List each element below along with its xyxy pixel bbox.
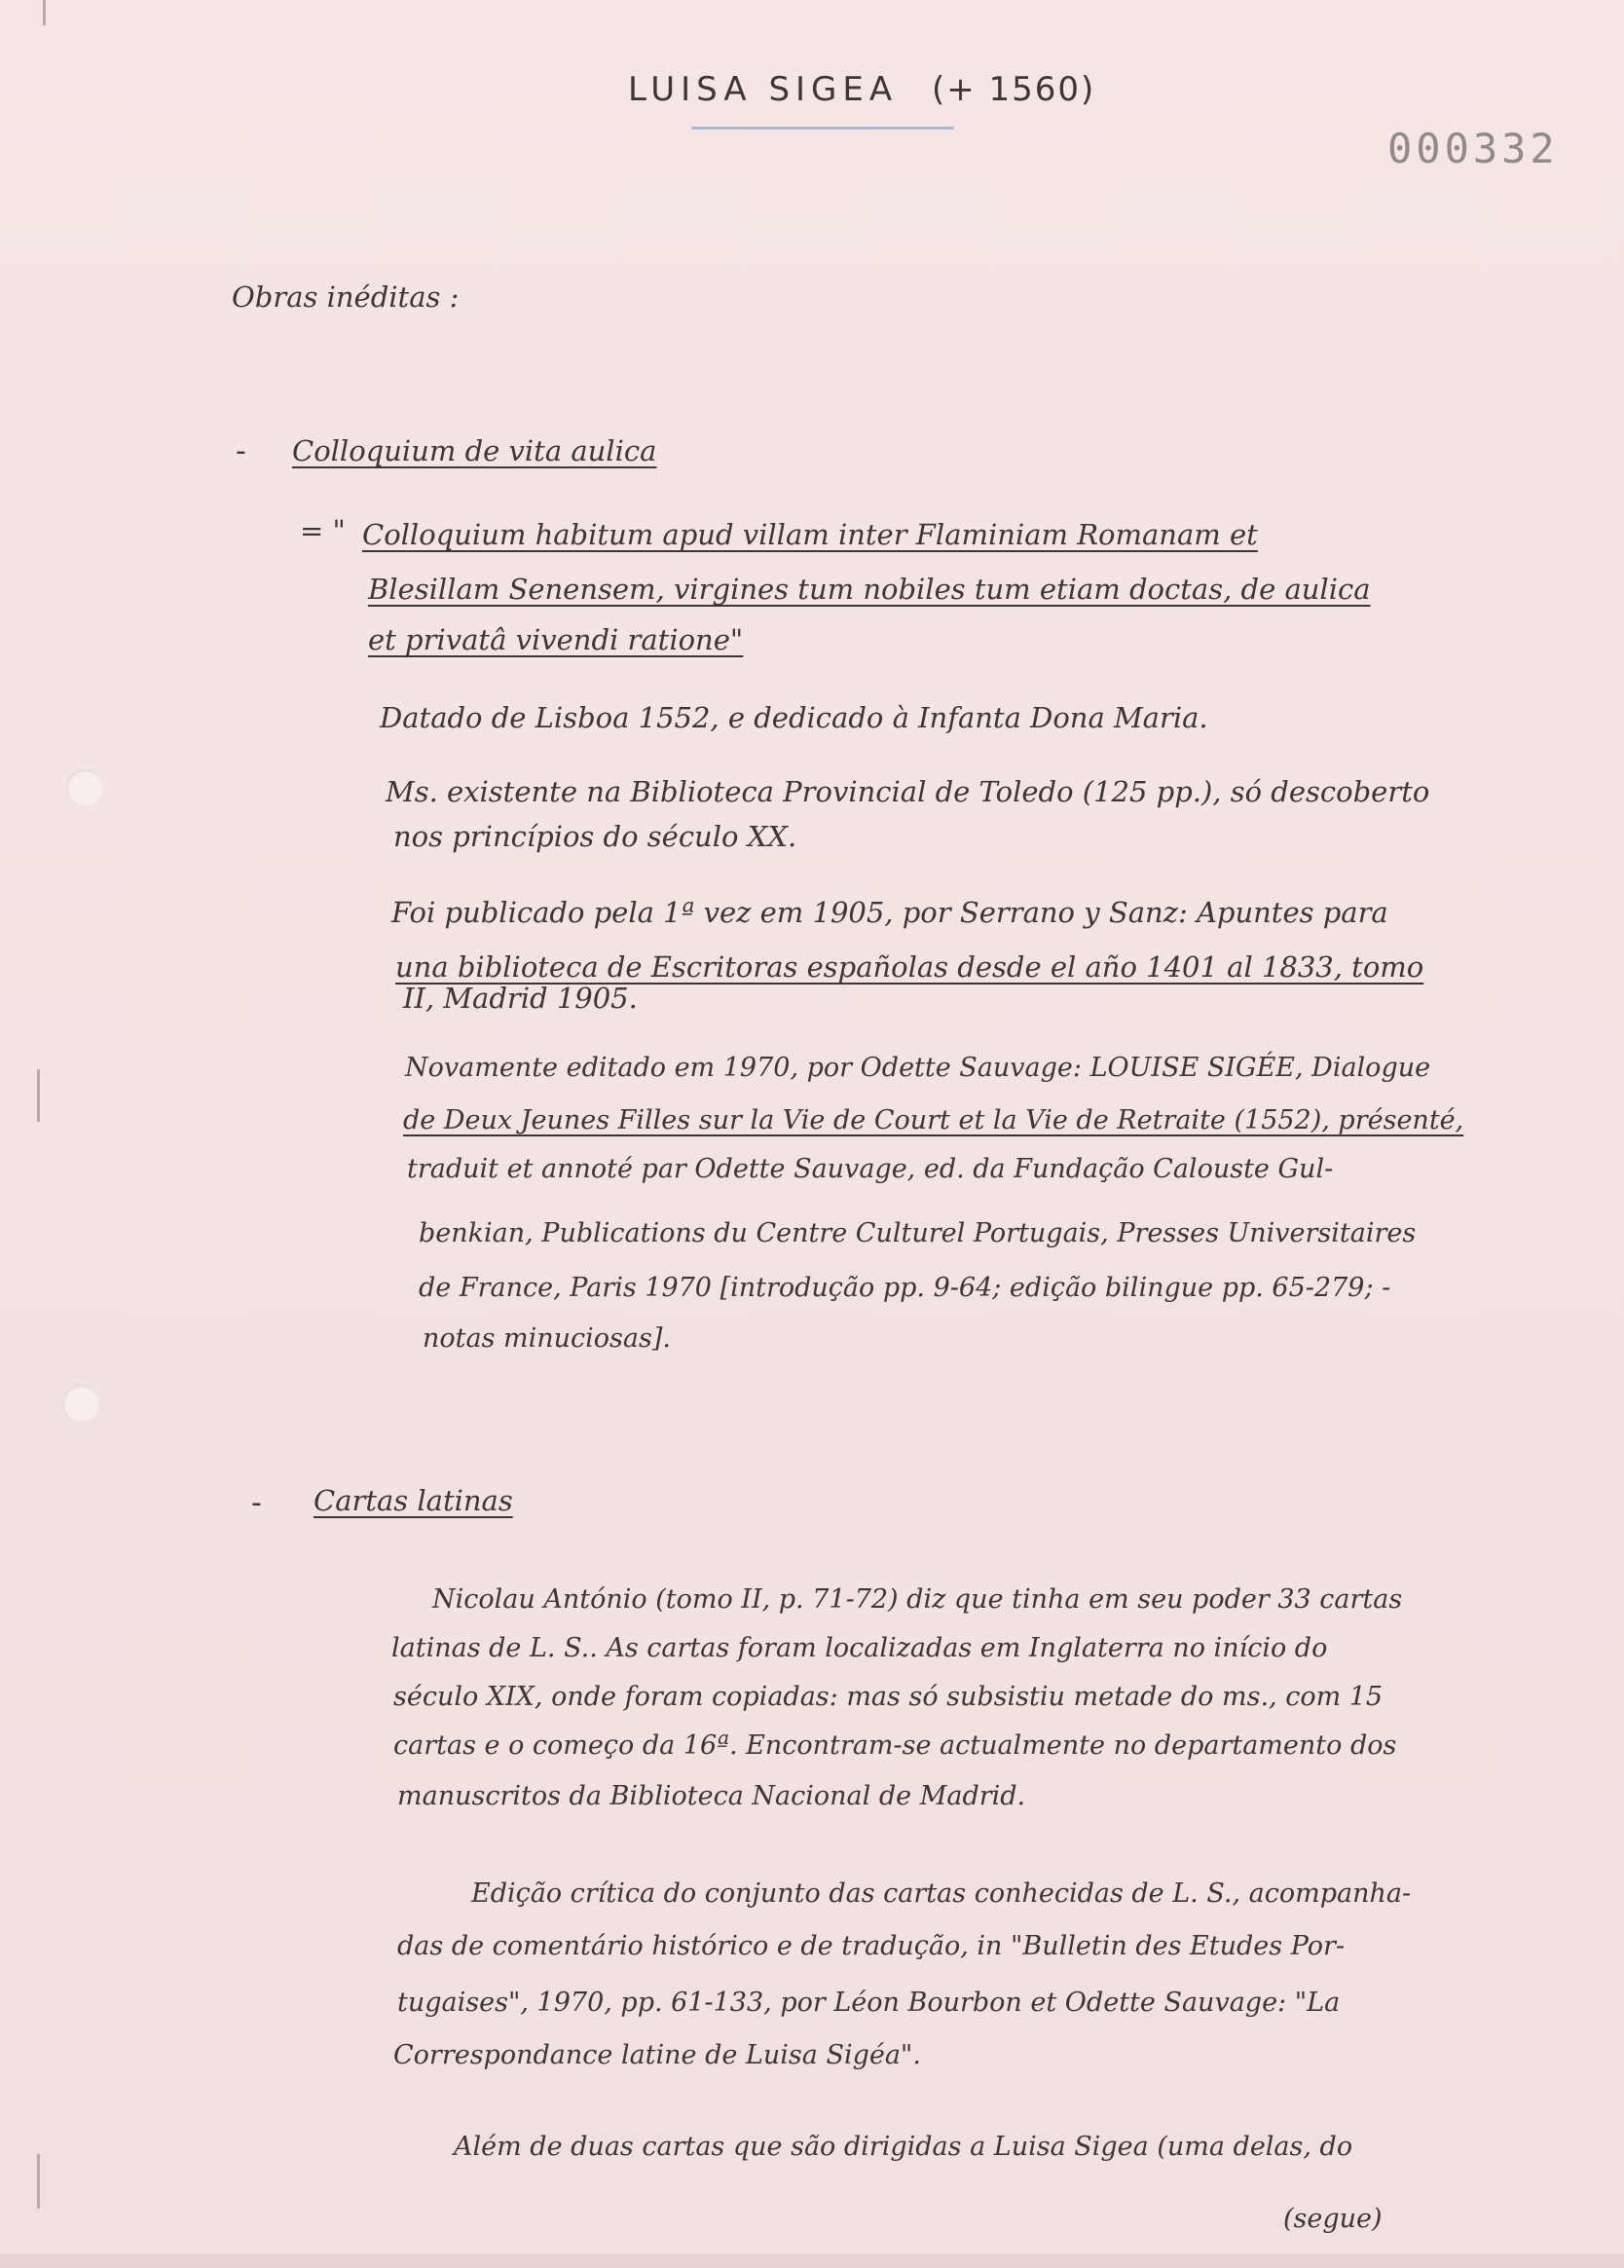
title-date: (+ 1560)	[931, 70, 1096, 109]
para-edicao-line-4: Correspondance latine de Luisa Sigéa".	[393, 2040, 921, 2070]
para-nicolau-line-4: cartas e o começo da 16ª. Encontram-se actualmente no departamento dos	[393, 1730, 1397, 1761]
para-new-line-5: de France, Paris 1970 [introdução pp. 9-64; edição bilingue pp. 65-279; -	[419, 1273, 1391, 1303]
section2-heading: Cartas latinas	[314, 1484, 513, 1517]
section1-bullet: -	[236, 434, 246, 468]
para-new-line-4: benkian, Publications du Centre Culturel Portugais, Presses Universitaires	[419, 1218, 1417, 1248]
punch-hole-top	[66, 769, 103, 806]
para-ms-line-1: Ms. existente na Biblioteca Provincial de Toledo (125 pp.), só descoberto	[386, 775, 1430, 808]
section1-heading: Colloquium de vita aulica	[292, 434, 657, 467]
title-name: LUISA SIGEA	[628, 70, 899, 109]
para-edicao-line-3: tugaises", 1970, pp. 61-133, por Léon Bourbon et Odette Sauvage: "La	[397, 1988, 1341, 2018]
para-new-line-3: traduit et annoté par Odette Sauvage, ed. da Fundação Calouste Gul-	[407, 1154, 1334, 1184]
page-bottom-edge	[0, 2254, 1624, 2268]
quote-line-2: Blesillam Senensem, virgines tum nobiles tum etiam doctas, de aulica	[368, 573, 1371, 606]
quote-line-1: Colloquium habitum apud villam inter Flaminiam Romanam et	[362, 518, 1258, 551]
para-dated: Datado de Lisboa 1552, e dedicado à Infanta Dona Maria.	[380, 701, 1208, 734]
section2-bullet: -	[251, 1486, 262, 1520]
continues-note: (segue)	[1283, 2204, 1383, 2234]
quote-line-3: et privatâ vivendi ratione"	[368, 623, 744, 656]
intro-label: Obras inéditas :	[232, 280, 460, 314]
para-alem: Além de duas cartas que são dirigidas a Luisa Sigea (uma delas, do	[454, 2132, 1353, 2162]
edge-mark-middle	[37, 1069, 40, 1122]
para-new-line-6: notas minuciosas].	[423, 1323, 671, 1354]
quote-mark: = "	[300, 514, 346, 547]
para-nicolau-line-1: Nicolau António (tomo II, p. 71-72) diz que tinha em seu poder 33 cartas	[432, 1584, 1403, 1615]
edge-mark-top	[43, 0, 46, 25]
para-ms-line-2: nos princípios do século XX.	[393, 820, 797, 853]
para-new-line-1: Novamente editado em 1970, por Odette Sauvage: LOUISE SIGÉE, Dialogue	[405, 1053, 1431, 1083]
para-new-line-2: de Deux Jeunes Filles sur la Vie de Court et la Vie de Retraite (1552), présenté,	[403, 1105, 1464, 1135]
para-edicao-line-1: Edição crítica do conjunto das cartas conhecidas de L. S., acompanha-	[471, 1878, 1412, 1909]
para-edicao-line-2: das de comentário histórico e de tradução, in "Bulletin des Etudes Por-	[397, 1931, 1346, 1961]
para-pub-line-3: II, Madrid 1905.	[403, 982, 638, 1015]
para-nicolau-line-2: latinas de L. S.. As cartas foram localizadas em Inglaterra no início do	[391, 1633, 1328, 1663]
para-pub-line-1: Foi publicado pela 1ª vez em 1905, por Serrano y Sanz: Apuntes para	[391, 896, 1388, 929]
title-underline	[691, 127, 954, 130]
stamp-number: 000332	[1387, 125, 1559, 172]
document-title	[628, 70, 1095, 109]
para-pub-line-2: una biblioteca de Escritoras españolas desde el año 1401 al 1833, tomo	[395, 950, 1424, 984]
para-nicolau-line-5: manuscritos da Biblioteca Nacional de Madrid.	[397, 1781, 1026, 1811]
edge-mark-bottom	[37, 2154, 40, 2209]
punch-hole-bottom	[62, 1385, 99, 1422]
para-nicolau-line-3: século XIX, onde foram copiadas: mas só subsistiu metade do ms., com 15	[393, 1682, 1384, 1712]
